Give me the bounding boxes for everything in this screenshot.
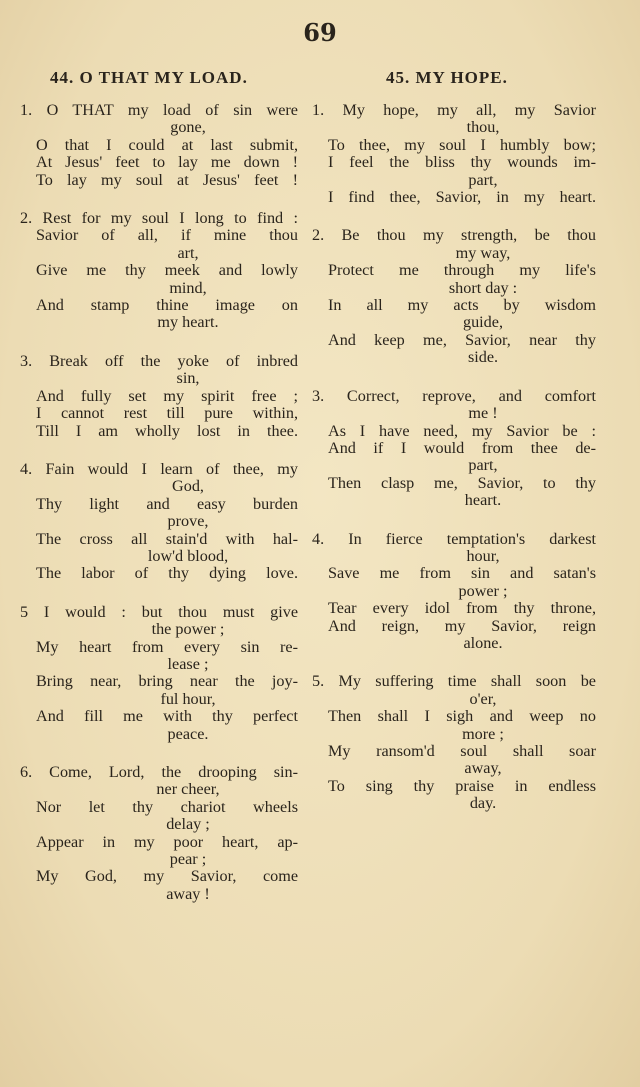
verse-line: 6. Come, Lord, the drooping sin- [20,763,298,781]
verse-line: At Jesus' feet to lay me down ! [36,153,298,172]
verse-list [312,102,596,813]
verse-list [20,102,298,903]
verse-line: peace. [167,724,209,743]
verse-line: Then clasp me, Savior, to thy [328,473,596,492]
verse-line: And if I would from thee de- [328,438,596,457]
verse-line: short day : [448,278,518,297]
verse-line: the power ; [151,620,225,639]
verse-line: art, [177,243,199,262]
verse-line: thou, [466,118,500,137]
verse-line: side. [467,348,499,367]
verse-line: Till I am wholly lost in thee. [36,421,298,440]
verse-line: ful hour, [160,689,216,708]
verse-line: And fill me with thy perfect [36,707,298,726]
verse-line: I cannot rest till pure within, [36,404,298,423]
verse-line: I feel the bliss thy wounds im- [328,153,596,172]
verse-line: 3. Break off the yoke of inbred [20,351,298,370]
verse [312,531,596,653]
verse-line: 2. Rest for my soul I long to find : [20,209,298,228]
verse-line: God, [172,477,204,496]
verse-line: gone, [170,118,206,137]
verse-line: my heart. [157,313,219,332]
verse-line: Give me thy meek and lowly [36,261,298,280]
verse [312,673,596,812]
verse-line: 5 I would : but thou must give [20,602,298,621]
verse-line: The cross all stain'd with hal- [36,529,298,548]
verse-line: sin, [176,369,200,388]
verse-line: more ; [462,724,504,743]
verse-line: mind, [169,278,207,297]
verse [20,604,298,743]
verse-line: power ; [458,581,508,600]
verse-line: alone. [463,633,503,652]
verse-line: 4. Fain would I learn of thee, my [20,459,298,478]
verse-line: 4. In fierce temptation's darkest [312,529,596,548]
verse-line: Nor let thy chariot wheels [36,797,298,816]
verse-line: ner cheer, [156,780,220,799]
verse-line: Thy light and easy burden [36,494,298,513]
verse-line: 1. O THAT my load of sin were [20,101,298,119]
verse-line: o'er, [469,689,497,708]
verse-line: To sing thy praise in endless [328,776,596,795]
verse-line: Savior of all, if mine thou [36,226,298,245]
verse-line: hour, [466,546,500,565]
verse-line: Bring near, bring near the joy- [36,672,298,691]
verse-line: 1. My hope, my all, my Savior [312,101,596,119]
verse-line: And keep me, Savior, near thy [328,330,596,349]
verse-line: To lay my soul at Jesus' feet ! [36,170,298,189]
verse-line: To thee, my soul I humbly bow; [328,135,596,154]
verse-line: away, [464,759,502,778]
verse-line: away ! [166,884,210,903]
page-number: 69 [303,18,337,47]
hymn-title: 45. MY HOPE. [386,68,508,87]
verse-line: 5. My suffering time shall soon be [312,672,596,691]
verse-line: My God, my Savior, come [36,867,298,886]
verse-line: I find thee, Savior, in my heart. [328,188,596,207]
verse-line: day. [469,794,497,813]
verse [20,210,298,332]
verse-line: pear ; [169,850,207,869]
verse-line: low'd blood, [147,546,229,565]
verse-line: part, [468,170,498,189]
verse-line: me ! [468,404,498,423]
verse-line: Then shall I sigh and weep no [328,707,596,726]
hymn-title: 44. O THAT MY LOAD. [50,68,248,87]
verse-line: lease ; [167,654,209,673]
verse-line: 3. Correct, reprove, and comfort [312,386,596,405]
verse-line: prove, [167,512,209,531]
verse [20,764,298,903]
verse-line: And stamp thine image on [36,296,298,315]
verse-line: my way, [455,243,511,262]
verse-line: 2. Be thou my strength, be thou [312,226,596,245]
verse-line: delay ; [166,815,210,834]
verse-line: My heart from every sin re- [36,637,298,656]
verse [312,227,596,366]
verse-line: My ransom'd soul shall soar [328,742,596,760]
verse [312,388,596,510]
verse-line: And fully set my spirit free ; [36,386,298,405]
verse [20,461,298,583]
verse-line: The labor of thy dying love. [36,564,298,583]
hymn-45 [312,68,596,834]
verse-line: Save me from sin and satan's [328,564,596,583]
verse [20,353,298,440]
verse-line: Protect me through my life's [328,261,596,280]
verse-line: heart. [464,491,502,510]
verse-line: In all my acts by wisdom [328,296,596,315]
verse-line: Appear in my poor heart, ap- [36,832,298,851]
hymn-44 [20,68,298,924]
verse-line: O that I could at last submit, [36,135,298,154]
verse-line: Tear every idol from thy throne, [328,599,596,618]
verse [20,102,298,189]
verse-line: part, [468,456,498,475]
verse-line: As I have need, my Savior be : [328,421,596,440]
verse-line: And reign, my Savior, reign [328,616,596,635]
verse-line: guide, [462,313,503,332]
verse [312,102,596,206]
